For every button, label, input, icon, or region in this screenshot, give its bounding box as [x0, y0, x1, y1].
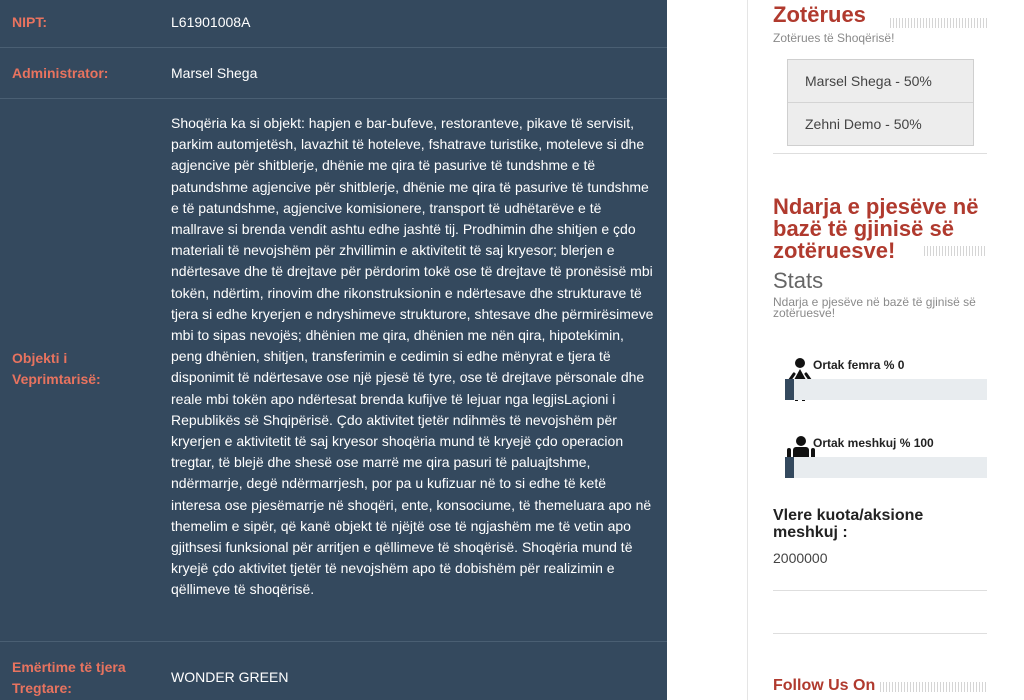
activity-value: Shoqëria ka si objekt: hapjen e bar-bufeve, restoranteve, pikave të servisit, parkim automjetësh, lavazhit të hoteleve, fshatrave turistike, moteleve si dhe agjencive për shitblerje, dhënie me qira të pasurive të tundshme e të patundshme agjencive për shitblerje, dhënie me qira të pasurive të tundshme e të patundshme, agjencive komisionere, transport të udhëtarëve e të mallrave si brenda vendit ashtu edhe jashtë tij. Prodhimin dhe shitjen e çdo materiali të nevojshëm për zhvillimin e aktivitetit të saj kryesor; blerjen e ndërtesave dhe të drejtave për përdorim tokë ose të drejtave të pronësisë mbi tokën, ndërtim, rinovim dhe rikonstruksionin e ndërtesave dhe strukturave të tjera si edhe kryerjen e ndryshimeve strukturore, shtesave dhe përmirësimeve mbi to sipas nevojës; dhënien me qira, dhënien me nën qira, hipotekimin, peng dhënien, shitjen, transferimin e cedimin si edhe mënyrat e tjera të disponimit të ndërtesave ose një pjesë të tyre, ose të drejtave përsonale dhe reale mbi tokën apo ndërtesat brenda kufijve të lejuar nga legjisLaçioni i Republikës së Shqipërisë. Çdo aktivitet tjetër ndihmës të nevojshëm për kryerjen e aktivitetit të saj kryesor shoqëria mund të kryejë çdo operacion tregtar, të blejë dhe shesë ose marrë me qira pasuri të paluajtshme, ndërmarrje, degë ndërmarrjesh, por pa u kufizuar në to si edhe të ketë interesa ose pjesëmarrje në shoqëri, ente, konsociume, të themeluara apo në themelim e sipër, që kanë objekt të njëjtë ose të ngjashëm me të vetin apo gjithsesi funksional për arritjen e qëllimeve të shoqërisë. Shoqëria mund të kryejë çdo aktivitet tjetër të nevojshëm apo të dobishëm për realizimin e qëllimeve të shoqërisë. [171, 115, 654, 598]
divider [773, 590, 987, 591]
follow-us-title: Follow Us On [773, 677, 876, 694]
trade-names-row [0, 642, 667, 700]
nipt-row [0, 0, 667, 48]
owners-title: Zotërues [773, 2, 866, 27]
stats-title-stripe [924, 246, 987, 256]
owners-subtitle: Zotërues të Shoqërisë! [773, 31, 895, 45]
quota-label: Vlere kuota/aksione meshkuj : [773, 507, 924, 541]
sidebar [747, 0, 1024, 700]
content-gap [667, 0, 747, 700]
stats-subtitle: Ndarja e pjesëve në bazë të gjinisë së zotëruesve! [773, 295, 976, 320]
female-share-label: Ortak femra % 0 [813, 358, 905, 372]
nipt-label: NIPT: [12, 14, 47, 30]
administrator-label: Administrator: [12, 65, 109, 81]
owners-list [787, 59, 974, 146]
quota-value: 2000000 [773, 550, 828, 566]
activity-row [0, 99, 667, 642]
owners-title-stripe [890, 18, 987, 28]
male-share-label: Ortak meshkuj % 100 [813, 436, 934, 450]
trade-names-value: WONDER GREEN [171, 669, 289, 685]
divider [773, 633, 987, 634]
follow-title-stripe [880, 682, 987, 692]
administrator-value: Marsel Shega [171, 65, 258, 81]
owner-item[interactable]: Marsel Shega - 50% [788, 60, 973, 103]
activity-label: Objekti i Veprimtarisë: [12, 350, 101, 387]
divider [773, 153, 987, 154]
male-share-fill [785, 457, 794, 478]
male-share-bar [785, 457, 987, 478]
female-share-bar [785, 379, 987, 400]
stats-heading: Stats [773, 268, 824, 293]
trade-names-label: Emërtime të tjera Tregtare: [12, 659, 126, 696]
female-share-fill [785, 379, 794, 400]
owner-item[interactable]: Zehni Demo - 50% [805, 116, 922, 132]
administrator-row [0, 48, 667, 99]
stats-title: Ndarja e pjesëve në bazë të gjinisë së zotëruesve! [773, 194, 979, 263]
nipt-value: L61901008A [171, 14, 251, 30]
